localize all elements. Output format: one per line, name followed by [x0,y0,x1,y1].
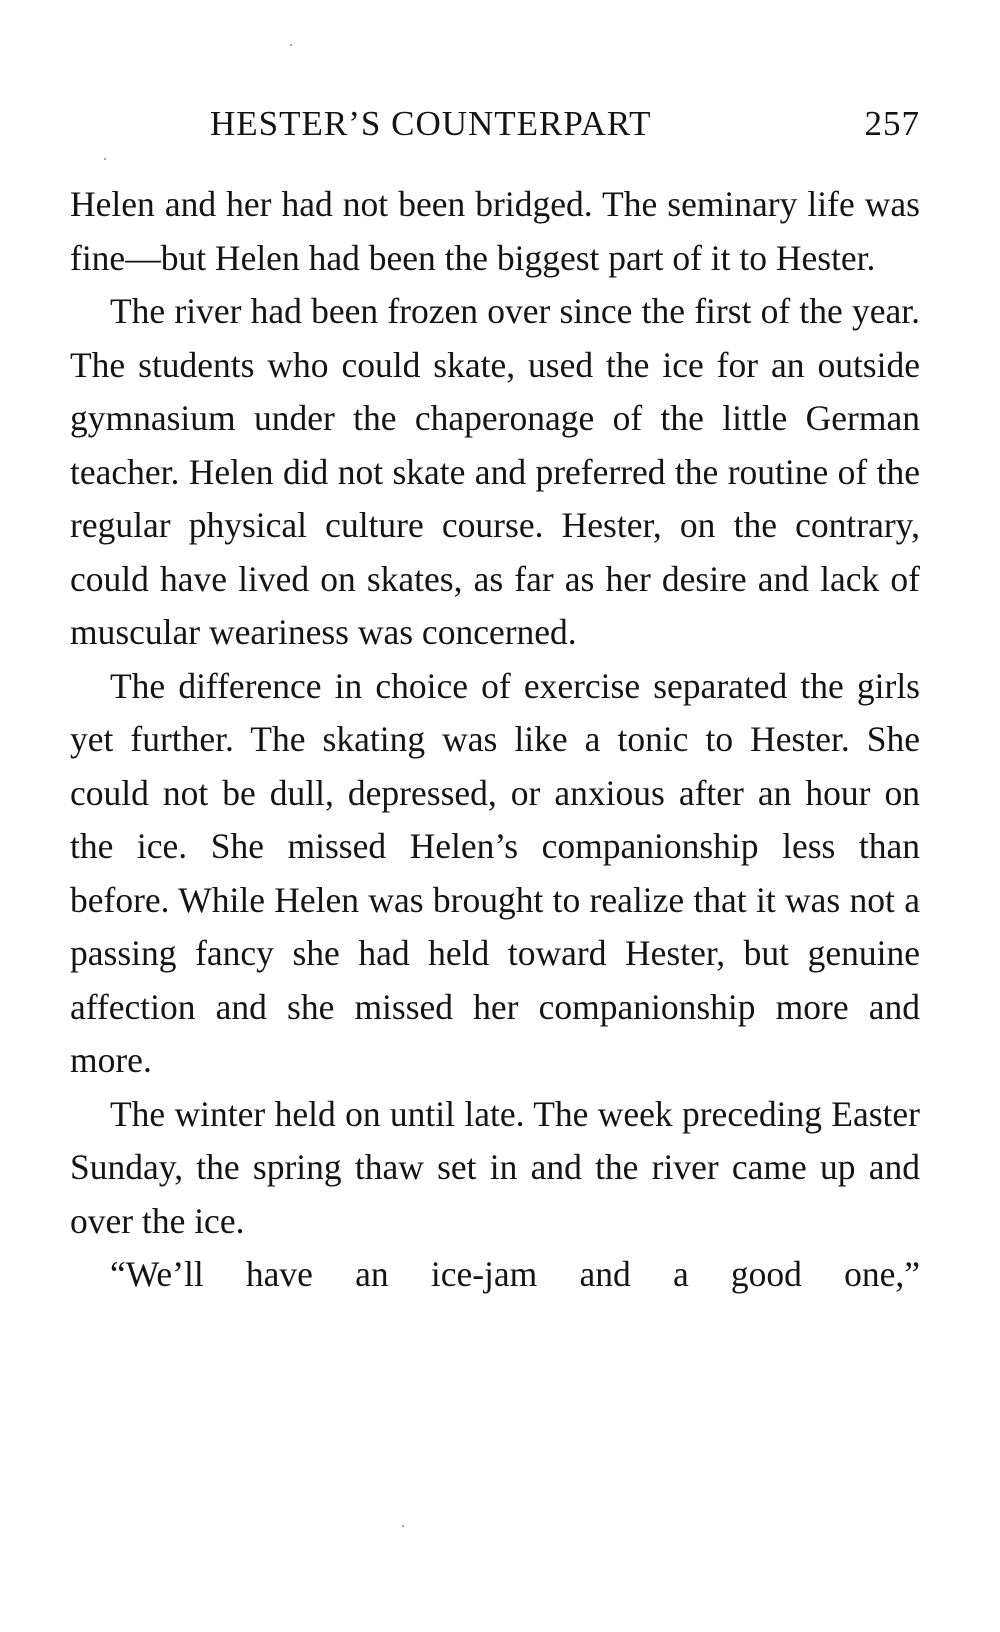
running-head [70,100,920,148]
text-body [70,178,920,1302]
paragraph: The difference in choice of exercise separated the girls yet further. The skating was like a tonic to Hester. She could not be dull, depressed, or anxious after an hour on the ice. She missed Helen’s companionship less than before. While Helen was brought to realize that it was not a passing fancy she had held toward Hester, but genuine affection and she missed her companionship more and more. [70,665,920,1080]
paragraph: “We’ll have an ice-jam and a good one,” [110,1254,920,1294]
print-speck [290,44,292,46]
running-title: HESTER’S COUNTERPART [210,104,652,143]
paragraph: The river had been frozen over since the first of the year. The students who could skate, used the ice for an outside gymnasium under the chaperonage of the little German teacher. Helen did not skate and preferred the routine of the regular physical culture course. Hester, on the contrary, could have lived on skates, as far as her desire and lack of muscular weariness was concerned. [70,291,920,652]
paragraph: The winter held on until late. The week preceding Easter Sunday, the spring thaw set in and the river came up and over the ice. [70,1093,920,1241]
print-speck [402,1525,404,1527]
print-speck [104,158,106,160]
paragraph: Helen and her had not been bridged. The seminary life was fine—but Helen had been the biggest part of it to Hester. [70,184,920,278]
page-number: 257 [864,104,920,143]
